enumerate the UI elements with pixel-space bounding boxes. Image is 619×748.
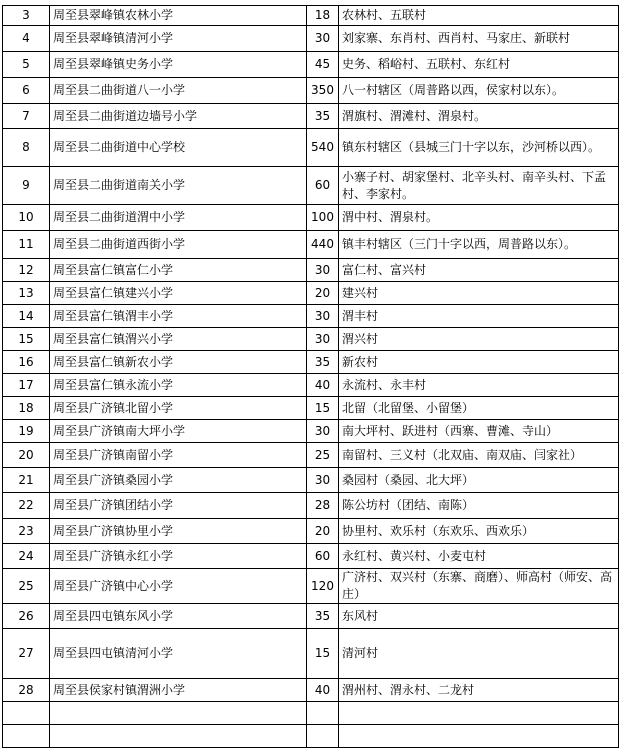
catchment-area: 镇丰村辖区（三门十字以西，周普路以东）。 — [339, 231, 619, 259]
school-name: 周至县富仁镇渭丰小学 — [50, 305, 307, 328]
enrollment-count: 20 — [307, 519, 339, 544]
enrollment-count: 30 — [307, 305, 339, 328]
row-number: 12 — [3, 259, 50, 282]
row-number — [3, 725, 50, 748]
school-name: 周至县广济镇协里小学 — [50, 519, 307, 544]
catchment-area: 富仁村、富兴村 — [339, 259, 619, 282]
enrollment-count: 20 — [307, 282, 339, 305]
table-row — [3, 679, 619, 702]
enrollment-count: 30 — [307, 328, 339, 351]
school-name: 周至县翠峰镇农林小学 — [50, 6, 307, 26]
row-number: 26 — [3, 604, 50, 629]
enrollment-count: 440 — [307, 231, 339, 259]
school-name: 周至县广济镇团结小学 — [50, 493, 307, 519]
enrollment-count: 28 — [307, 493, 339, 519]
row-number: 5 — [3, 52, 50, 78]
school-name: 周至县二曲街道八一小学 — [50, 78, 307, 104]
row-number: 7 — [3, 104, 50, 129]
enrollment-count: 15 — [307, 629, 339, 679]
table-row — [3, 328, 619, 351]
table-row — [3, 282, 619, 305]
row-number: 6 — [3, 78, 50, 104]
table-row — [3, 52, 619, 78]
enrollment-count: 45 — [307, 52, 339, 78]
table-row — [3, 702, 619, 725]
enrollment-count: 60 — [307, 167, 339, 205]
school-name: 周至县二曲街道渭中小学 — [50, 205, 307, 231]
row-number: 27 — [3, 629, 50, 679]
table-row — [3, 305, 619, 328]
table-row — [3, 544, 619, 569]
catchment-area: 渭旗村、渭滩村、渭泉村。 — [339, 104, 619, 129]
table-row — [3, 167, 619, 205]
school-name: 周至县二曲街道边墙号小学 — [50, 104, 307, 129]
row-number: 20 — [3, 443, 50, 468]
catchment-area — [339, 725, 619, 748]
table-row — [3, 351, 619, 374]
school-name: 周至县富仁镇渭兴小学 — [50, 328, 307, 351]
school-name: 周至县四屯镇清河小学 — [50, 629, 307, 679]
row-number: 10 — [3, 205, 50, 231]
school-name: 周至县二曲街道中心学校 — [50, 129, 307, 167]
table-row — [3, 231, 619, 259]
catchment-area: 渭州村、渭永村、二龙村 — [339, 679, 619, 702]
school-name: 周至县富仁镇新农小学 — [50, 351, 307, 374]
table-row — [3, 519, 619, 544]
catchment-area: 广济村、双兴村（东寨、商磨）、师高村（师安、高庄） — [339, 569, 619, 604]
row-number: 11 — [3, 231, 50, 259]
enrollment-count: 60 — [307, 544, 339, 569]
enrollment-count: 15 — [307, 397, 339, 420]
row-number: 4 — [3, 26, 50, 52]
table-row — [3, 493, 619, 519]
table-row — [3, 420, 619, 443]
row-number: 3 — [3, 6, 50, 26]
row-number: 19 — [3, 420, 50, 443]
catchment-area: 刘家寨、东肖村、西肖村、马家庄、新联村 — [339, 26, 619, 52]
school-district-table — [2, 5, 619, 748]
school-name: 周至县侯家村镇渭洲小学 — [50, 679, 307, 702]
school-name: 周至县广济镇永红小学 — [50, 544, 307, 569]
table-row — [3, 397, 619, 420]
table-row — [3, 374, 619, 397]
row-number: 22 — [3, 493, 50, 519]
table-row — [3, 26, 619, 52]
table-row — [3, 725, 619, 748]
catchment-area: 镇东村辖区（县城三门十字以东，沙河桥以西）。 — [339, 129, 619, 167]
catchment-area: 南留村、三义村（北双庙、南双庙、闫家社） — [339, 443, 619, 468]
row-number: 18 — [3, 397, 50, 420]
school-name: 周至县二曲街道西街小学 — [50, 231, 307, 259]
row-number: 8 — [3, 129, 50, 167]
table-row — [3, 6, 619, 26]
school-name: 周至县广济镇南大坪小学 — [50, 420, 307, 443]
enrollment-count: 40 — [307, 374, 339, 397]
catchment-area: 新农村 — [339, 351, 619, 374]
row-number: 16 — [3, 351, 50, 374]
catchment-area: 永流村、永丰村 — [339, 374, 619, 397]
catchment-area: 陈公坊村（团结、南陈） — [339, 493, 619, 519]
school-name: 周至县富仁镇建兴小学 — [50, 282, 307, 305]
school-name: 周至县广济镇南留小学 — [50, 443, 307, 468]
enrollment-count: 35 — [307, 104, 339, 129]
enrollment-count: 30 — [307, 26, 339, 52]
enrollment-count: 18 — [307, 6, 339, 26]
catchment-area: 协里村、欢乐村（东欢乐、西欢乐） — [339, 519, 619, 544]
school-name: 周至县富仁镇永流小学 — [50, 374, 307, 397]
catchment-area: 渭兴村 — [339, 328, 619, 351]
table-row — [3, 129, 619, 167]
catchment-area: 八一村辖区（周普路以西，侯家村以东）。 — [339, 78, 619, 104]
table-row — [3, 205, 619, 231]
school-name: 周至县广济镇北留小学 — [50, 397, 307, 420]
school-name: 周至县广济镇中心小学 — [50, 569, 307, 604]
enrollment-count: 40 — [307, 679, 339, 702]
catchment-area: 清河村 — [339, 629, 619, 679]
enrollment-count — [307, 702, 339, 725]
row-number: 9 — [3, 167, 50, 205]
enrollment-count — [307, 725, 339, 748]
enrollment-count: 540 — [307, 129, 339, 167]
catchment-area: 桑园村（桑园、北大坪） — [339, 468, 619, 493]
school-name: 周至县二曲街道南关小学 — [50, 167, 307, 205]
table-row — [3, 443, 619, 468]
table-row — [3, 604, 619, 629]
school-name: 周至县四屯镇东风小学 — [50, 604, 307, 629]
enrollment-count: 120 — [307, 569, 339, 604]
row-number: 15 — [3, 328, 50, 351]
school-name: 周至县富仁镇富仁小学 — [50, 259, 307, 282]
catchment-area: 永红村、黄兴村、小麦屯村 — [339, 544, 619, 569]
row-number — [3, 702, 50, 725]
catchment-area: 建兴村 — [339, 282, 619, 305]
row-number: 14 — [3, 305, 50, 328]
catchment-area — [339, 702, 619, 725]
table-row — [3, 569, 619, 604]
enrollment-count: 350 — [307, 78, 339, 104]
enrollment-count: 100 — [307, 205, 339, 231]
enrollment-count: 25 — [307, 443, 339, 468]
enrollment-count: 30 — [307, 420, 339, 443]
row-number: 17 — [3, 374, 50, 397]
enrollment-count: 35 — [307, 351, 339, 374]
table-row — [3, 78, 619, 104]
catchment-area: 南大坪村、跃进村（西寨、曹滩、寺山） — [339, 420, 619, 443]
catchment-area: 小寨子村、胡家堡村、北辛头村、南辛头村、下孟村、李家村。 — [339, 167, 619, 205]
row-number: 21 — [3, 468, 50, 493]
catchment-area: 渭中村、渭泉村。 — [339, 205, 619, 231]
catchment-area: 农林村、五联村 — [339, 6, 619, 26]
row-number: 13 — [3, 282, 50, 305]
table-row — [3, 104, 619, 129]
catchment-area: 史务、稻峪村、五联村、东红村 — [339, 52, 619, 78]
catchment-area: 渭丰村 — [339, 305, 619, 328]
catchment-area: 东风村 — [339, 604, 619, 629]
enrollment-count: 30 — [307, 468, 339, 493]
table-row — [3, 259, 619, 282]
row-number: 25 — [3, 569, 50, 604]
school-name: 周至县广济镇桑园小学 — [50, 468, 307, 493]
school-name: 周至县翠峰镇史务小学 — [50, 52, 307, 78]
enrollment-count: 35 — [307, 604, 339, 629]
row-number: 28 — [3, 679, 50, 702]
row-number: 23 — [3, 519, 50, 544]
table-row — [3, 468, 619, 493]
school-name — [50, 702, 307, 725]
table-row — [3, 629, 619, 679]
school-name — [50, 725, 307, 748]
row-number: 24 — [3, 544, 50, 569]
enrollment-count: 30 — [307, 259, 339, 282]
school-name: 周至县翠峰镇清河小学 — [50, 26, 307, 52]
catchment-area: 北留（北留堡、小留堡） — [339, 397, 619, 420]
